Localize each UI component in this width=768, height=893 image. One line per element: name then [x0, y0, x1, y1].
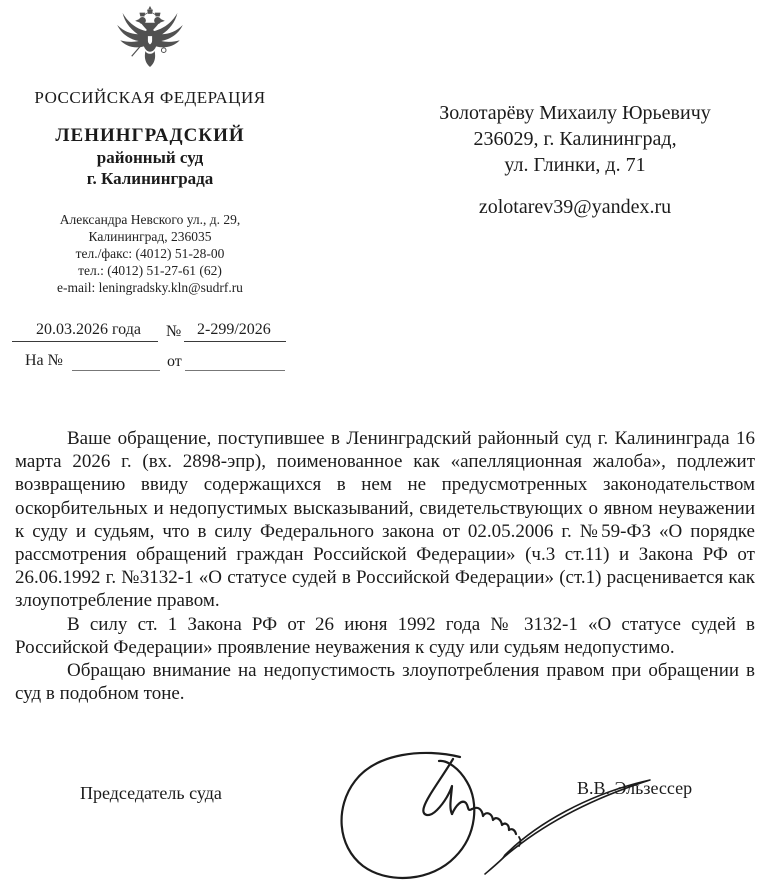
- body-paragraph-3: Обращаю внимание на недопустимость злоупотребления правом при обращении в суд в подобном тоне.: [15, 660, 755, 705]
- court-name-line1: ЛЕНИНГРАДСКИЙ: [55, 125, 245, 146]
- letter-date: 20.03.2026 года: [36, 321, 141, 338]
- court-phone-fax: тел./факс: (4012) 51-28-00: [75, 246, 225, 261]
- country-name: РОССИЙСКАЯ ФЕДЕРАЦИЯ: [34, 88, 266, 107]
- court-address-city: Калининград, 236035: [88, 229, 212, 244]
- recipient-name: Золотарёву Михаилу Юрьевичу: [439, 102, 711, 124]
- court-phone: тел.: (4012) 51-27-61 (62): [78, 263, 222, 278]
- body-paragraph-1: Ваше обращение, поступившее в Ленинградский районный суд г. Калининграда 16 марта 2026 г. (вх. 2898-эпр), поименованное как «апелляционная жалоба», подлежит возвращению ввиду содержащихся в нем не предусмотренных законодательством оскорбительных и недопустимых высказываний, свидетельствующих о явном неуважении к суду и судьям, что в силу Федерального закона от 02.05.2006 г. №59-ФЗ «О порядке рассмотрения обращений граждан Российской Федерации» (ч.3 ст.11) и Закона РФ от 26.06.1992 г. №3132-1 «О статусе судей в Российской Федерации» (ст.1) расценивается как злоупотребление правом.: [15, 428, 755, 612]
- recipient-address-line2: ул. Глинки, д. 71: [504, 154, 646, 176]
- number-underline: [184, 341, 286, 342]
- incoming-number-blank: [72, 370, 160, 371]
- body-paragraph-2: В силу ст. 1 Закона РФ от 26 июня 1992 года № 3132-1 «О статусе судей в Российской Федерации» проявление неуважения к суду или судьям недопустимо.: [15, 613, 755, 658]
- signer-position-title: Председатель суда: [80, 783, 222, 803]
- court-name-line2: районный суд: [96, 148, 204, 167]
- incoming-from-label: от: [167, 353, 182, 370]
- court-email: e-mail: leningradsky.kln@sudrf.ru: [57, 280, 243, 295]
- court-address-street: Александра Невского ул., д. 29,: [59, 212, 241, 227]
- signer-name: В.В. Эльзессер: [577, 778, 693, 798]
- incoming-number-label: На №: [25, 352, 63, 369]
- letter-body: [15, 427, 755, 705]
- date-underline: [12, 341, 158, 342]
- number-sign: №: [166, 323, 182, 340]
- coat-of-arms-icon: [108, 6, 192, 72]
- letter-number: 2-299/2026: [197, 321, 271, 338]
- handwritten-signature: [328, 746, 662, 888]
- recipient-email: zolotarev39@yandex.ru: [478, 196, 672, 218]
- court-name-line3: г. Калининграда: [86, 169, 214, 188]
- incoming-from-blank: [185, 370, 285, 371]
- court-address-block: [0, 211, 300, 296]
- recipient-block: [400, 100, 750, 178]
- recipient-address-line1: 236029, г. Калининград,: [473, 128, 677, 150]
